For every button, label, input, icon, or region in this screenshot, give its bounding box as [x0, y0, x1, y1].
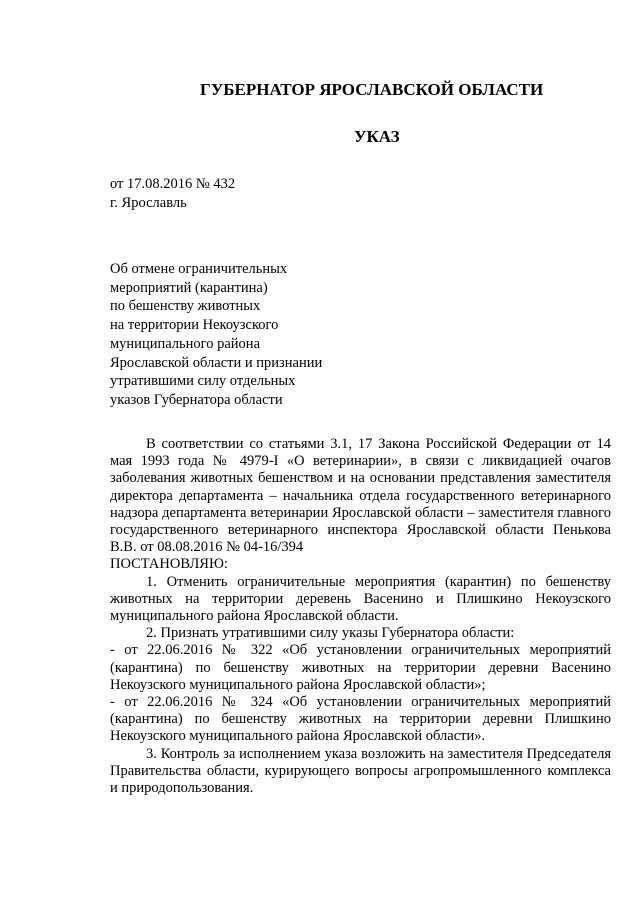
document-body: [110, 436, 611, 797]
subject-line: Об отмене ограничительных: [110, 261, 288, 277]
date-number-line: от 17.08.2016 № 432: [110, 176, 236, 192]
subject-line: по бешенству животных: [110, 298, 261, 315]
clause-1-paragraph: 1. Отменить ограничительные мероприятия (карантин) по бешенству животных на территории деревень Васенино и Плишкино Некоузского муниципального района Ярославской области.: [110, 573, 611, 625]
subject-line: утратившими силу отдельных: [110, 373, 296, 390]
subject-line: мероприятий (карантина): [110, 279, 268, 296]
clause-3-paragraph: 3. Контроль за исполнением указа возложить на заместителя Председателя Правительства области, курирующего вопросы агропромышленного комплекса и природопользования.: [110, 745, 611, 797]
subject-line: Ярославской области и признании: [110, 354, 323, 371]
issuing-authority-heading: ГУБЕРНАТОР ЯРОСЛАВСКОЙ ОБЛАСТИ: [200, 80, 544, 99]
document-type-heading: УКАЗ: [354, 127, 400, 146]
city-line: г. Ярославль: [110, 195, 187, 211]
subject-line: на территории Некоузского: [110, 317, 279, 334]
preamble-paragraph: В соответствии со статьями 3.1, 17 Закона Российской Федерации от 14 мая 1993 года № 4979-I «О ветеринарии», в связи с ликвидацией очагов заболевания животных бешенством и на основании представления заместителя директора департамента – начальника отдела государственного ветеринарного надзора департамента ветеринарии Ярославской области – заместителя главного государственного ветеринарного инспектора Ярославской области Пенькова В.В. от 08.08.2016 № 04-16/394: [110, 436, 611, 556]
subject-line: указов Губернатора области: [110, 391, 283, 408]
document-subject: [110, 260, 322, 410]
document-meta: [110, 175, 235, 213]
clause-2-subitem-2: - от 22.06.2016 № 324 «Об установлении ограничительных мероприятий (карантина) по бешенству животных на территории деревни Плишкино Некоузского муниципального района Ярославской области».: [110, 694, 611, 745]
subject-line: муниципального района: [110, 335, 260, 352]
resolve-heading: ПОСТАНОВЛЯЮ:: [110, 556, 228, 573]
clause-2-paragraph: 2. Признать утратившими силу указы Губернатора области:: [146, 625, 515, 642]
clause-2-subitem-1: - от 22.06.2016 № 322 «Об установлении ограничительных мероприятий (карантина) по бешенству животных на территории деревни Васенино Некоузского муниципального района Ярославской области»;: [110, 642, 611, 693]
